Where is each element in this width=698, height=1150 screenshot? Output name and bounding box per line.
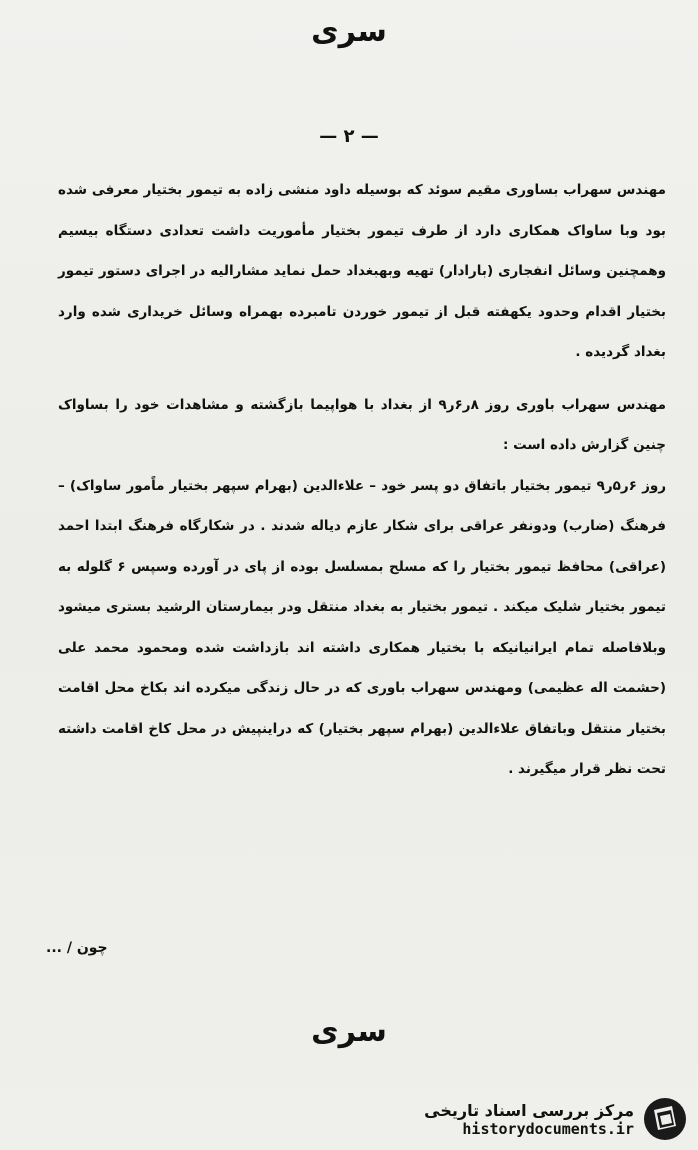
document-body [58,170,666,790]
page-number: — ۲ — [319,126,379,147]
archive-logo-icon [642,1096,688,1142]
classification-header: سری [311,14,387,49]
watermark [424,1096,688,1142]
paragraph-2: مهندس سهراب باوری روز ۸ر۶ر۹ از بغداد با هواپیما بازگشته و مشاهدات خود را بساواک چنین گزارش داده است : [58,396,666,453]
watermark-name: مرکز بررسی اسناد تاریخی [424,1100,634,1120]
watermark-url: historydocuments.ir [462,1119,634,1138]
classification-footer: سری [311,1014,387,1049]
continuation-marker: چون / ... [46,940,108,956]
paragraph-1: مهندس سهراب بساوری مقیم سوئد که بوسیله داود منشی زاده به تیمور بختیار معرفی شده بود وبا ساواک همکاری دارد از طرف تیمور بختیار مأموریت داشت تعدادی دستگاه بیسیم وهمچنین وسائل انفجاری (بارادار) تهیه وبهبغداد حمل نماید مشارالیه در اجرای دستور تیمور بختیار اقدام وحدود یکهفته قبل از تیمور خوردن تامبرده بهمراه وسائل خریداری شده وارد بغداد گردیده . [58,182,666,360]
paragraph-3: روز ۶ر۵ر۹ تیمور بختیار باتفاق دو پسر خود – علاءالدین (بهرام سپهر بختیار ماًمور ساواک) – فرهنگ (ضارب) ودونفر عراقی برای شکار عازم دیاله شدند . در شکارگاه فرهنگ ابتدا احمد (عراقی) محافظ تیمور بختیار را که مسلح بمسلسل بوده از پای در آورده وسپس ۶ گلوله به تیمور بختیار شلیک میکند . تیمور بختیار به بغداد منتقل ودر بیمارستان الرشید بستری میشود وبلافاصله تمام ایرانیانیکه با بختیار همکاری داشته اند بازداشت شده ومحمود محمد علی (حشمت اله عظیمی) ومهندس سهراب باوری که در حال زندگی میکرده اند بکاخ محل اقامت بختیار منتقل وباتفاق علاءالدین (بهرام سپهر بختیار) که دراینپیش در محل کاخ اقامت داشته تحت نظر قرار میگیرند . [58,477,667,777]
watermark-text [424,1101,634,1138]
